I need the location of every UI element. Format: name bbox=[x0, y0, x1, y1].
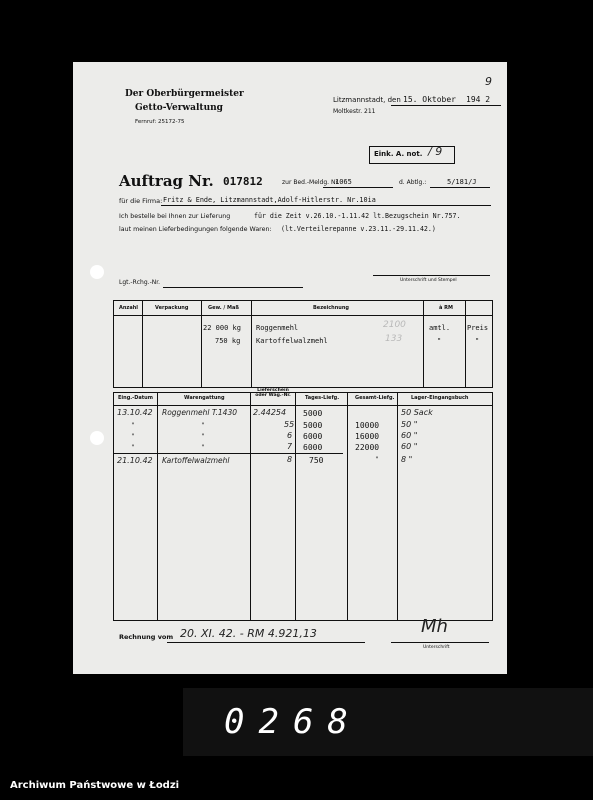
row-2-book: 50 " bbox=[401, 420, 418, 429]
col-anzahl: Anzahl bbox=[119, 305, 138, 311]
order-title: Auftrag Nr. bbox=[119, 172, 214, 190]
row-2-day: 5000 bbox=[303, 421, 323, 430]
row-4-day: 6000 bbox=[303, 443, 323, 452]
office-name: Getto-Verwaltung bbox=[135, 103, 223, 113]
goods-row-2-weight: 750 kg bbox=[215, 337, 241, 345]
stamp-label: Eink. A. not. bbox=[374, 150, 423, 158]
ref-value: 1065 bbox=[335, 178, 352, 186]
handwritten-signature: Mh bbox=[421, 616, 448, 637]
signature-label: Unterschrift bbox=[423, 645, 450, 650]
instruction-text: Ich bestelle bei Ihnen zur Lieferung bbox=[119, 213, 231, 220]
pencil-mark: 2100 bbox=[383, 320, 406, 330]
punch-hole bbox=[90, 431, 104, 445]
signature-stamp-label: Unterschrift und Stempel bbox=[400, 278, 457, 283]
row-2-slip: 55 bbox=[284, 420, 295, 429]
dept-label: d. Abtlg.: bbox=[399, 179, 427, 186]
invoice-value: 20. XI. 42. - RM 4.921,13 bbox=[180, 627, 317, 640]
col-price: à RM bbox=[439, 305, 453, 311]
col-gesamt-liefg: Gesamt-Liefg. bbox=[355, 395, 395, 401]
row-4-book: 60 " bbox=[401, 442, 418, 451]
col-tages-liefg: Tages-Liefg. bbox=[305, 395, 340, 401]
row-3-total: 16000 bbox=[355, 432, 380, 441]
row-4-goods: " bbox=[201, 444, 205, 451]
row-1-date: 13.10.42 bbox=[117, 408, 153, 417]
row-5-total: " bbox=[375, 456, 379, 463]
goods-row-2-desc: Kartoffelwalzmehl bbox=[256, 337, 328, 345]
row-1-slip: 2.44254 bbox=[253, 408, 287, 417]
authority-name: Der Oberbürgermeister bbox=[125, 89, 244, 99]
goods-row-1-desc: Roggenmehl bbox=[256, 324, 299, 332]
pencil-mark: 133 bbox=[385, 334, 403, 344]
date-year: 194 2 bbox=[466, 95, 491, 104]
document-sheet bbox=[73, 62, 507, 674]
row-2-date: " bbox=[131, 422, 135, 429]
row-5-goods: Kartoffelwalzmehl bbox=[162, 456, 230, 465]
street-address: Moltkestr. 211 bbox=[333, 108, 376, 115]
row-1-goods: Roggenmehl T.1430 bbox=[162, 408, 237, 417]
ledger-label: Lgt.-Rchg.-Nr. bbox=[119, 279, 161, 286]
date-day: 15. Oktober bbox=[403, 95, 456, 104]
row-4-date: " bbox=[131, 444, 135, 451]
goods-row-1-weight: 22 000 kg bbox=[203, 324, 241, 332]
goods-row-2-price: " bbox=[437, 337, 442, 345]
conditions-text: laut meinen Lieferbedingungen folgende Waren: bbox=[119, 226, 272, 233]
row-5-date: 21.10.42 bbox=[117, 456, 153, 465]
phone-number: Fernruf: 25172-75 bbox=[135, 119, 185, 125]
row-2-total: 10000 bbox=[355, 421, 380, 430]
col-bezeichnung: Bezeichnung bbox=[313, 305, 349, 311]
page-mark: 9 bbox=[485, 75, 492, 88]
stamp-value: / 9 bbox=[428, 145, 443, 158]
firm-label: für die Firma: bbox=[119, 197, 163, 205]
row-1-day: 5000 bbox=[303, 409, 323, 418]
place-date-label: Litzmannstadt, den bbox=[333, 96, 401, 104]
archive-name: Archiwum Państwowe w Łodzi bbox=[10, 780, 180, 791]
row-3-date: " bbox=[131, 433, 135, 440]
row-5-day: 750 bbox=[309, 456, 324, 465]
conditions-typed: (lt.Verteilerepanne v.23.11.-29.11.42.) bbox=[281, 225, 436, 233]
col-lieferschein: Lieferschein oder Wag.-Nr. bbox=[255, 388, 291, 399]
row-3-day: 6000 bbox=[303, 432, 323, 441]
row-4-slip: 7 bbox=[287, 442, 293, 451]
goods-row-1-price: amtl. bbox=[429, 324, 451, 332]
row-3-book: 60 " bbox=[401, 431, 418, 440]
goods-row-1-extra: Preis bbox=[467, 324, 489, 332]
row-1-book: 50 Sack bbox=[401, 408, 433, 417]
row-3-slip: 6 bbox=[287, 431, 293, 440]
row-5-slip: 8 bbox=[287, 455, 293, 464]
row-2-goods: " bbox=[201, 422, 205, 429]
row-4-total: 22000 bbox=[355, 443, 380, 452]
order-number: 017812 bbox=[223, 175, 263, 188]
frame-number: 0268 bbox=[224, 702, 362, 742]
col-eing-datum: Eing.-Datum bbox=[118, 395, 153, 401]
invoice-label: Rechnung vom bbox=[119, 633, 174, 641]
col-verpackung: Verpackung bbox=[155, 305, 189, 311]
row-5-book: 8 " bbox=[401, 455, 413, 464]
col-warengattung: Warengattung bbox=[184, 395, 225, 401]
ref-label: zur Bed.-Meldg. Nr. bbox=[282, 179, 340, 186]
col-lager-eingangsbuch: Lager-Eingangsbuch bbox=[411, 395, 469, 401]
punch-hole bbox=[90, 265, 104, 279]
instruction-typed: für die Zeit v.26.10.-1.11.42 lt.Bezugschein Nr.757. bbox=[254, 212, 461, 220]
firm-value: Fritz & Ende, Litzmannstadt,Adolf-Hitlerstr. Nr.10ia bbox=[163, 196, 376, 204]
dept-value: 5/181/J bbox=[447, 178, 477, 186]
goods-row-2-extra: " bbox=[475, 337, 480, 345]
col-gewicht: Gew. / Maß bbox=[208, 305, 239, 311]
row-3-goods: " bbox=[201, 433, 205, 440]
